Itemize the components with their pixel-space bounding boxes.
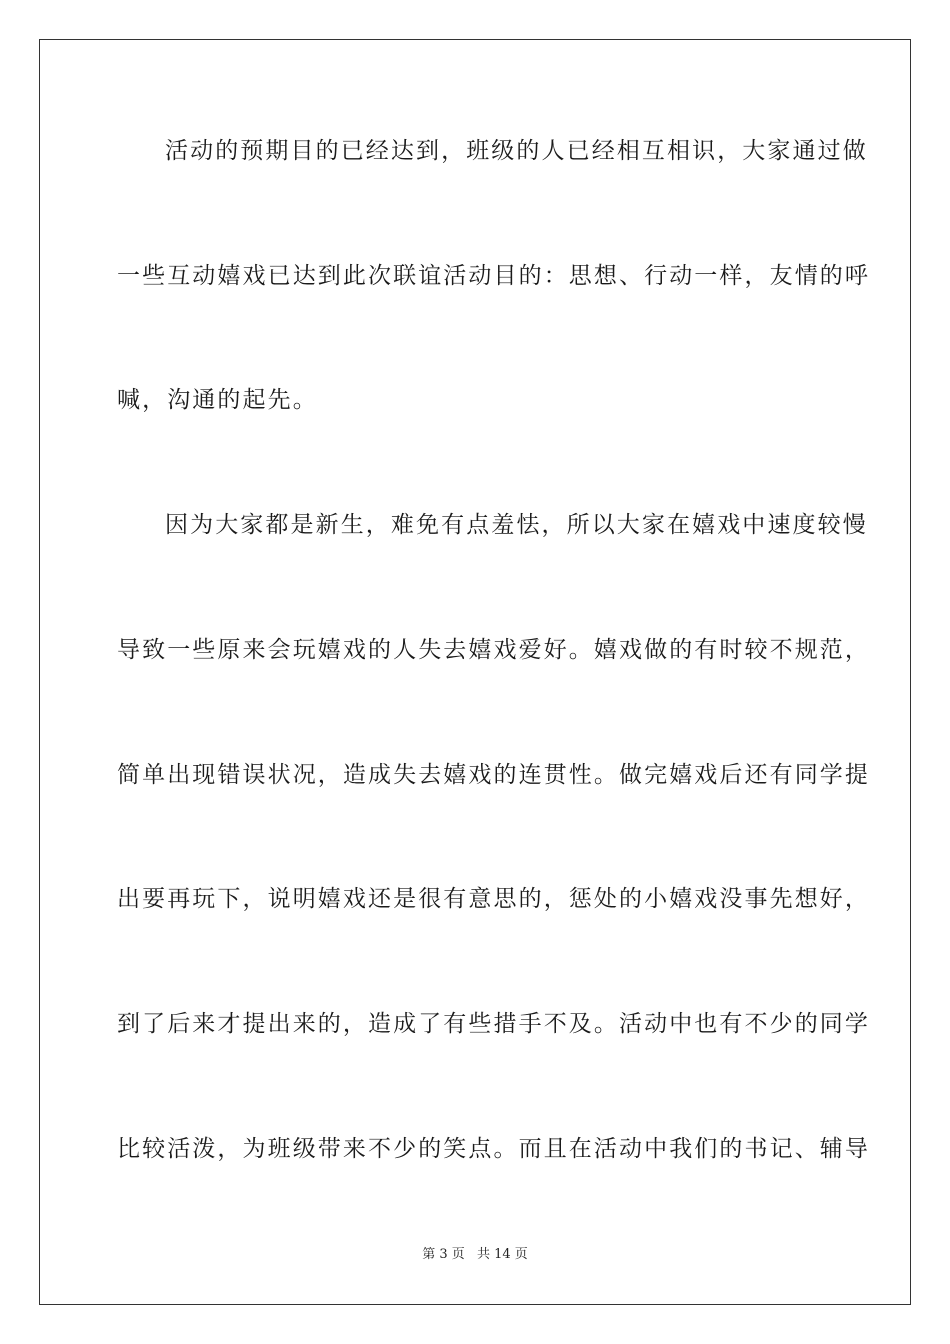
page-total: 共 14 页 (476, 1247, 528, 1262)
page-number: 第 3 页 (422, 1247, 465, 1262)
paragraph-1-line-3: 喊，沟通的起先。 (117, 387, 318, 413)
paragraph-2-line-5: 到了后来才提出来的，造成了有些措手不及。活动中也有不少的同学 (117, 1011, 870, 1037)
paragraph-2-line-1: 因为大家都是新生，难免有点羞怯，所以大家在嬉戏中速度较慢 (165, 512, 868, 538)
paragraph-2-line-4: 出要再玩下，说明嬉戏还是很有意思的，惩处的小嬉戏没事先想好， (117, 886, 870, 912)
paragraph-2-line-2: 导致一些原来会玩嬉戏的人失去嬉戏爱好。嬉戏做的有时较不规范， (117, 637, 870, 663)
paragraph-1-line-1: 活动的预期目的已经达到，班级的人已经相互相识，大家通过做 (165, 138, 868, 164)
paragraph-2-line-3: 简单出现错误状况，造成失去嬉戏的连贯性。做完嬉戏后还有同学提 (117, 762, 870, 788)
paragraph-1-line-2: 一些互动嬉戏已达到此次联谊活动目的：思想、行动一样，友情的呼 (117, 263, 870, 289)
page-border (39, 39, 911, 1305)
page-footer (0, 1246, 950, 1264)
paragraph-2-line-6: 比较活泼，为班级带来不少的笑点。而且在活动中我们的书记、辅导 (117, 1136, 870, 1162)
